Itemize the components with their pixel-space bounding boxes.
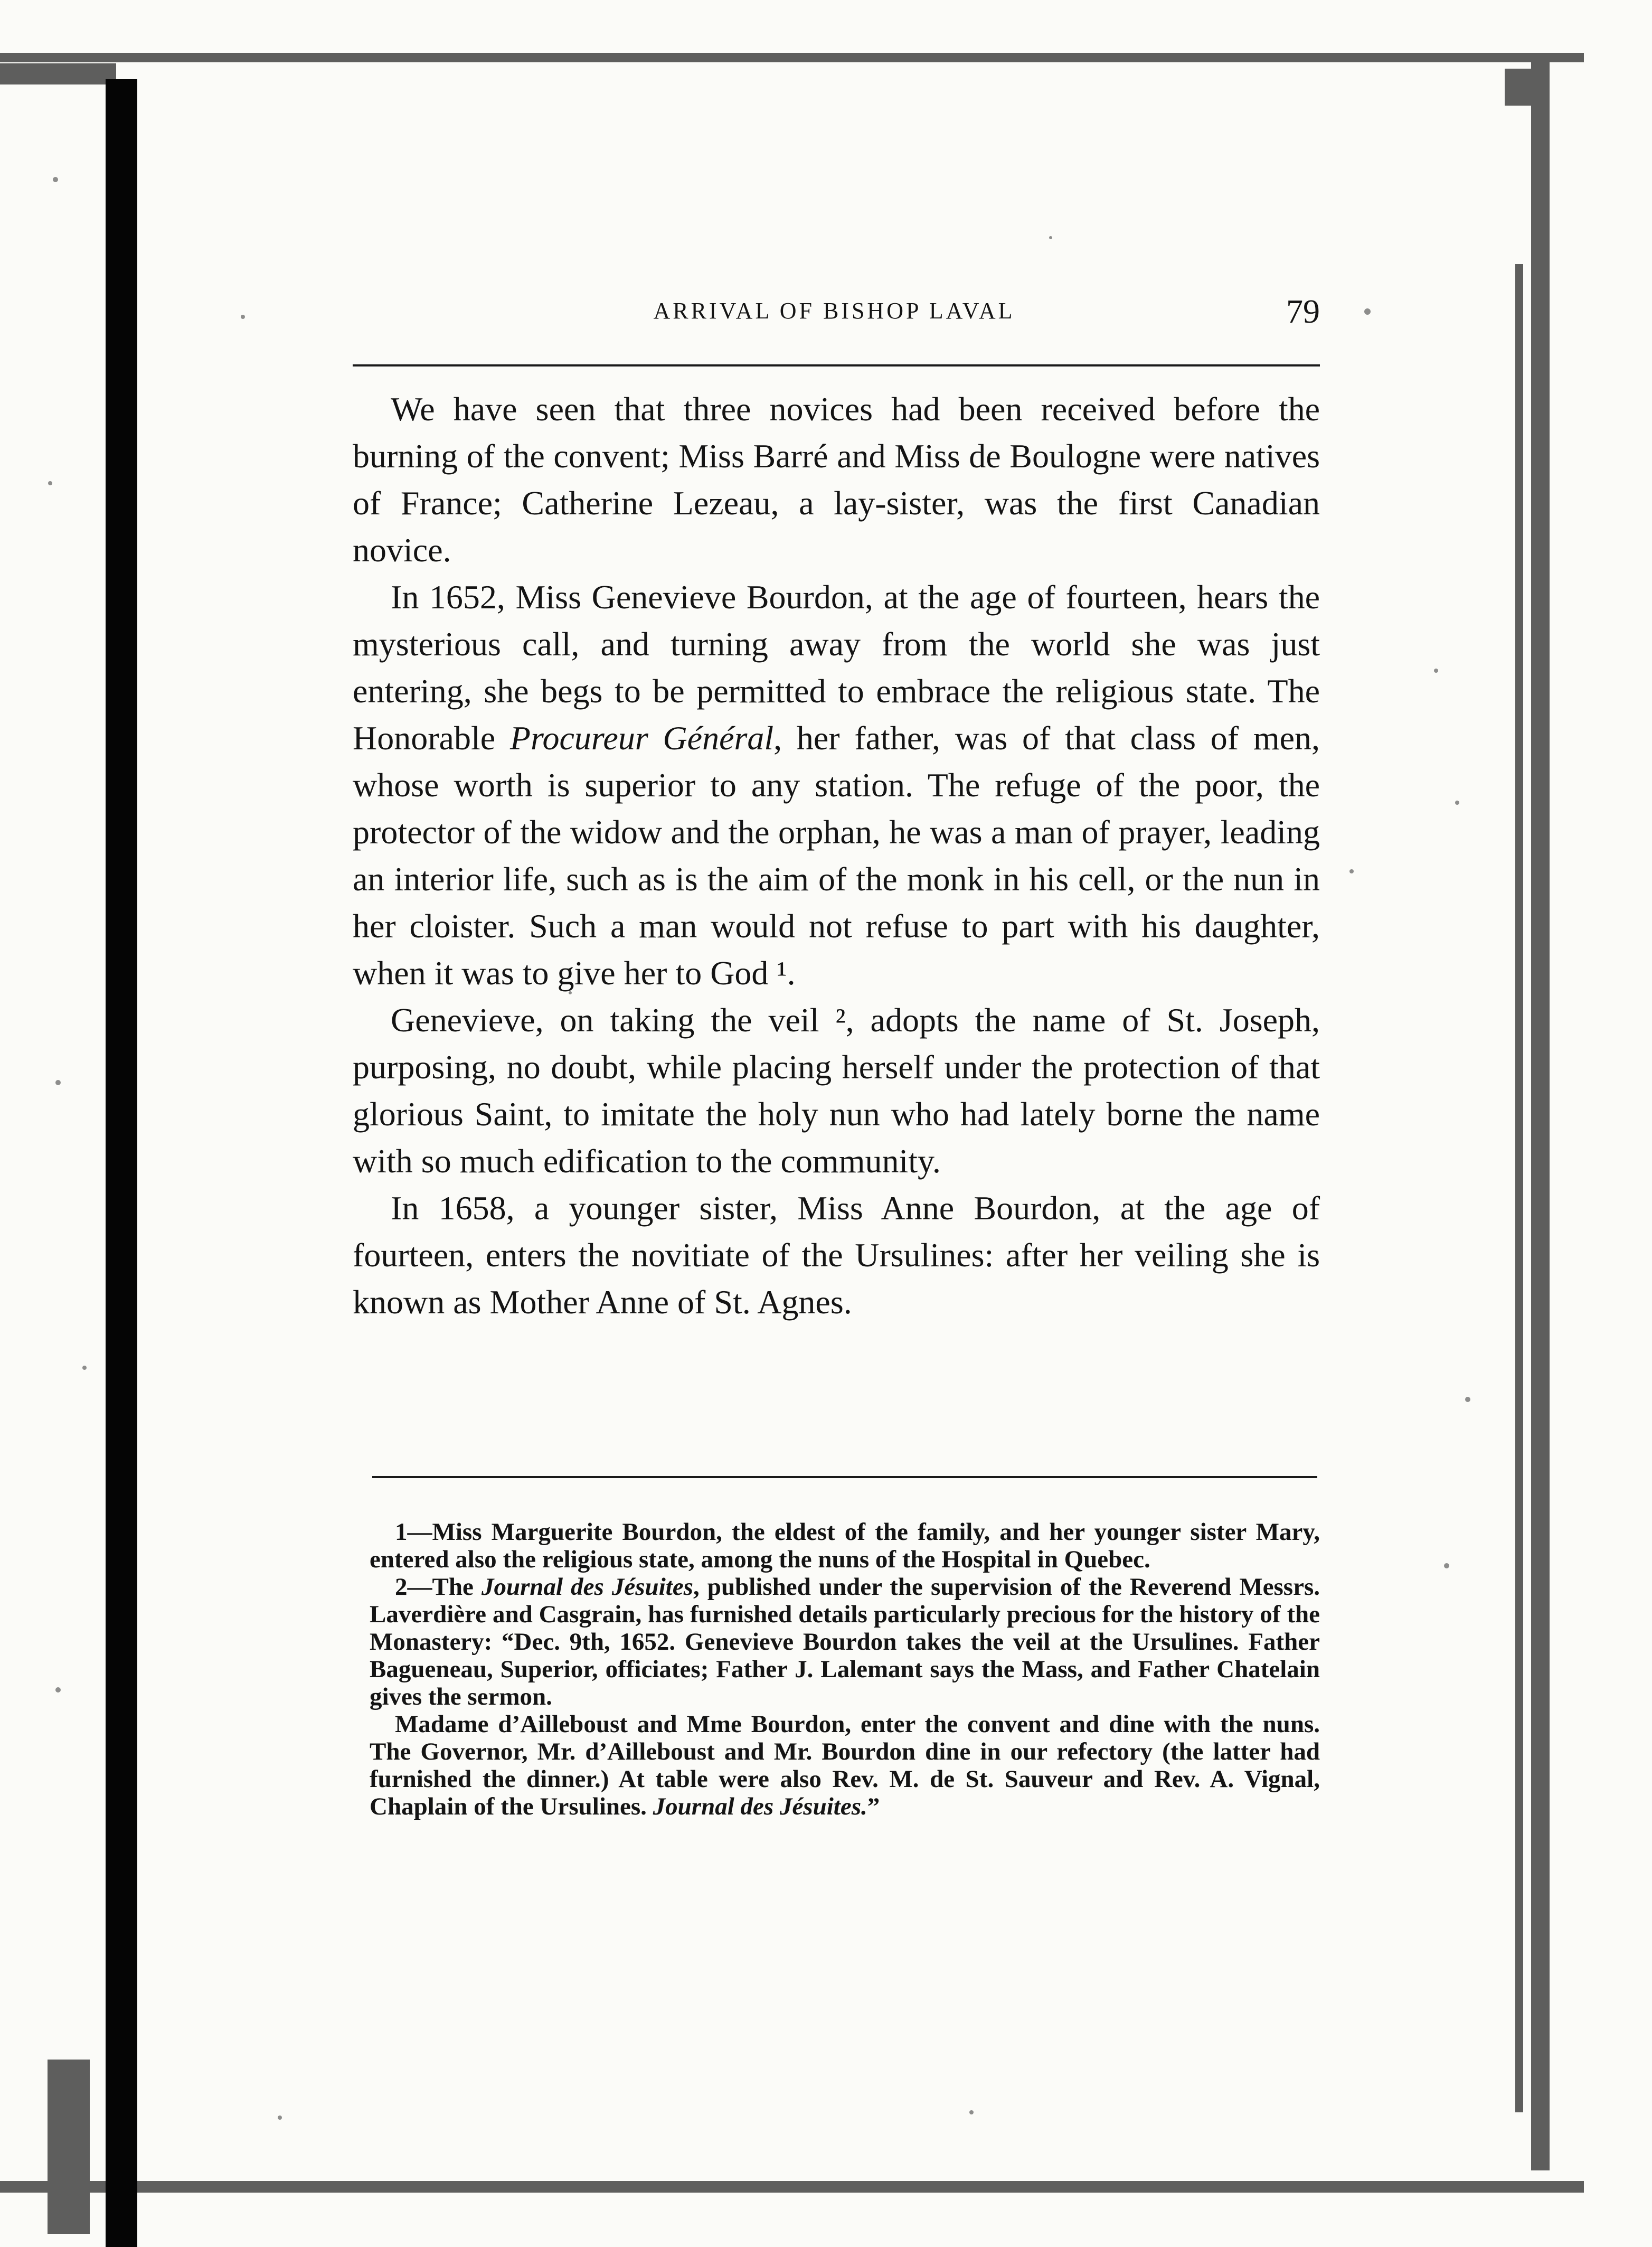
footnote-text: , published under the supervision of the Reverend Messrs. Laverdière and Casgrain, has furnished details particularly precious for the history of the Monastery: “Dec. 9th, 1652. Genevieve Bourdon takes the veil at the Ursulines. Father Bagueneau, Superior, officiates; Father J. Lalemant says the Mass, and Father Chatelain gives the sermon. <box>370 1573 1320 1710</box>
running-head: ARRIVAL OF BISHOP LAVAL <box>653 298 1015 324</box>
footnote-italic: Journal des Jésuites. <box>653 1793 867 1820</box>
paragraph-text: , her father, was of that class of men, whose worth is superior to any station. The refuge of the poor, the protector of the widow and the orphan, he was a man of prayer, leading an interior life, such as is the aim of the monk in his cell, or the nun in her cloister. Such a man would not refuse to part with his daughter, when it was to give her to God ¹. <box>353 719 1320 992</box>
paragraph-text: Genevieve, on taking the veil ², adopts the name of St. Joseph, purposing, no doubt, while placing herself under the protection of that glorious Saint, to imitate the holy nun who had lately borne the name with so much edification to the community. <box>353 1001 1320 1180</box>
paragraph-text: In 1652, Miss Genevieve Bourdon, at the age of fourteen, hears the mysterious call, and turning away from the world she was just entering, she begs to be permitted to embrace the religious state. The Honorable <box>353 578 1320 757</box>
footnote-2 <box>370 1573 1320 1710</box>
footnote-text: Madame d’Ailleboust and Mme Bourdon, enter the convent and dine with the nuns. The Governor, Mr. d’Ailleboust and Mr. Bourdon dine in our refectory (the latter had furnished the dinner.) At table were also Rev. M. de St. Sauveur and Rev. A. Vignal, Chaplain of the Ursulines. <box>370 1710 1320 1820</box>
footnote-1 <box>370 1518 1320 1573</box>
footnote-rule <box>372 1476 1317 1478</box>
footnote-2-continued <box>370 1710 1320 1820</box>
page-header <box>348 293 1320 341</box>
paragraph <box>353 996 1320 1184</box>
page-number: 79 <box>1286 293 1320 330</box>
footnote-text: 2—The <box>395 1573 482 1601</box>
body-text <box>353 386 1320 1325</box>
binding-shadow <box>106 79 137 2247</box>
paragraph-text: In 1658, a younger sister, Miss Anne Bourdon, at the age of fourteen, enters the novitiate of the Ursulines: after her veiling she is known as Mother Anne of St. Agnes. <box>353 1189 1320 1321</box>
paragraph <box>353 1184 1320 1325</box>
footnotes <box>370 1518 1320 1820</box>
italic-title: Procureur Général <box>509 719 774 757</box>
paragraph <box>353 386 1320 573</box>
paragraph-text: We have seen that three novices had been received before the burning of the convent; Miss Barré and Miss de Boulogne were natives of France; Catherine Lezeau, a lay-sister, was the first Canadian novice. <box>353 390 1320 569</box>
footnote-text: ” <box>867 1793 880 1820</box>
footnote-text: 1—Miss Marguerite Bourdon, the eldest of the family, and her younger sister Mary, entered also the religious state, among the nuns of the Hospital in Quebec. <box>370 1518 1320 1573</box>
header-rule <box>353 364 1320 366</box>
footnote-italic: Journal des Jésuites <box>481 1573 693 1601</box>
paragraph <box>353 573 1320 996</box>
